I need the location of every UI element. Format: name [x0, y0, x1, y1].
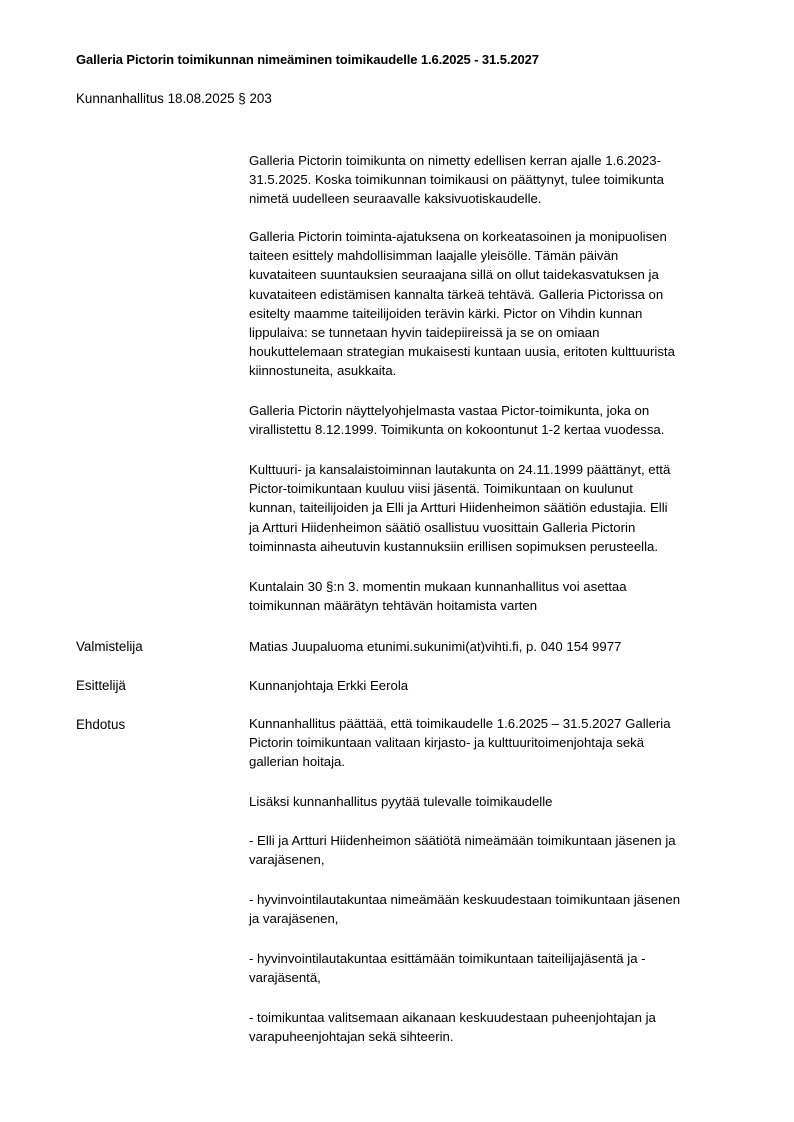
- background-paragraph-5: [249, 577, 739, 615]
- text-line: Kulttuuri- ja kansalaistoiminnan lautakunta on 24.11.1999 päättänyt, että: [249, 462, 671, 477]
- text-line: Galleria Pictorin näyttelyohjelmasta vastaa Pictor-toimikunta, joka on: [249, 403, 650, 418]
- proposal-paragraph-2: [249, 792, 739, 811]
- text-line: Kunnanhallitus päättää, että toimikaudelle 1.6.2025 – 31.5.2027 Galleria: [249, 716, 671, 731]
- text-line: ja Artturi Hiidenheimon säätiö osallistuu vuosittain Galleria Pictorin: [249, 519, 636, 535]
- text-line: varajäsenen,: [249, 852, 325, 868]
- text-line: ja varajäsenen,: [249, 911, 339, 927]
- document-title: Galleria Pictorin toimikunnan nimeäminen toimikaudelle 1.6.2025 - 31.5.2027: [76, 52, 539, 67]
- text-line: Galleria Pictorin toimikunta on nimetty edellisen kerran ajalle 1.6.2023-: [249, 153, 661, 168]
- text-line: toimikunnan määrätyn tehtävän hoitamista varten: [249, 598, 538, 614]
- text-line: gallerian hoitaja.: [249, 754, 346, 770]
- text-line: taiteen esittely mahdollisimman laajalle yleisölle. Tämän päivän: [249, 248, 619, 264]
- proposal-item-3: [249, 949, 739, 987]
- background-paragraph-2: [249, 227, 739, 381]
- preparer-label: Valmistelija: [76, 639, 143, 654]
- text-line: kunnan, taiteilijoiden ja Elli ja Artturi Hiidenheimon säätiön edustajia. Elli: [249, 500, 668, 516]
- preparer-value: Matias Juupaluoma etunimi.sukunimi(at)vihti.fi, p. 040 154 9977: [249, 639, 622, 654]
- presenter-label: Esittelijä: [76, 678, 126, 693]
- text-line: - hyvinvointilautakuntaa esittämään toimikuntaan taiteilijajäsentä ja -: [249, 951, 646, 966]
- text-line: houkuttelemaan strategian mukaisesti kuntaan uusia, eritoten kulttuurista: [249, 344, 675, 360]
- text-line: - toimikuntaa valitsemaan aikanaan keskuudestaan puheenjohtajan ja: [249, 1010, 656, 1025]
- background-paragraph-4: [249, 460, 739, 556]
- text-line: lippulaiva: se tunnetaan hyvin taidepiireissä ja se on omiaan: [249, 325, 600, 341]
- meeting-reference: Kunnanhallitus 18.08.2025 § 203: [76, 91, 272, 106]
- text-line: kuvataiteen edistämisen kannalta tärkeä tehtävä. Galleria Pictorissa on: [249, 286, 664, 302]
- proposal-item-4: [249, 1008, 739, 1046]
- text-line: toiminnasta aiheutuvin kustannuksiin erillisen sopimuksen perusteella.: [249, 538, 659, 554]
- proposal-label: Ehdotus: [76, 717, 126, 732]
- text-line: Pictorin toimikuntaan valitaan kirjasto- ja kulttuuritoimenjohtaja sekä: [249, 735, 645, 751]
- presenter-value: Kunnanjohtaja Erkki Eerola: [249, 678, 409, 693]
- text-line: Lisäksi kunnanhallitus pyytää tulevalle toimikaudelle: [249, 794, 553, 809]
- text-line: nimetä uudelleen seuraavalle kaksivuotiskaudelle.: [249, 191, 542, 207]
- text-line: virallistettu 8.12.1999. Toimikunta on kokoontunut 1-2 kertaa vuodessa.: [249, 422, 665, 438]
- text-line: - Elli ja Artturi Hiidenheimon säätiötä nimeämään toimikuntaan jäsenen ja: [249, 833, 676, 848]
- text-line: Pictor-toimikuntaan kuuluu viisi jäsentä. Toimikuntaan on kuulunut: [249, 481, 633, 497]
- proposal-item-2: [249, 890, 739, 928]
- background-paragraph-1: [249, 151, 739, 209]
- proposal-paragraph-1: [249, 714, 739, 772]
- text-line: varajäsentä,: [249, 970, 321, 986]
- text-line: Kuntalain 30 §:n 3. momentin mukaan kunnanhallitus voi asettaa: [249, 579, 627, 594]
- text-line: Galleria Pictorin toiminta-ajatuksena on korkeatasoinen ja monipuolisen: [249, 229, 667, 244]
- proposal-item-1: [249, 831, 739, 869]
- text-line: esitelty maamme taiteilijoiden terävin kärki. Pictor on Vihdin kunnan: [249, 305, 643, 321]
- text-line: varapuheenjohtajan sekä sihteerin.: [249, 1029, 454, 1045]
- text-line: 31.5.2025. Koska toimikunnan toimikausi on päättynyt, tulee toimikunta: [249, 172, 664, 188]
- text-line: kuvataiteen suuntauksien seuraajana sillä on ollut taidekasvatuksen ja: [249, 267, 659, 283]
- text-line: - hyvinvointilautakuntaa nimeämään keskuudestaan toimikuntaan jäsenen: [249, 892, 681, 907]
- text-line: kiinnostuneita, asukkaita.: [249, 363, 397, 379]
- background-paragraph-3: [249, 401, 739, 439]
